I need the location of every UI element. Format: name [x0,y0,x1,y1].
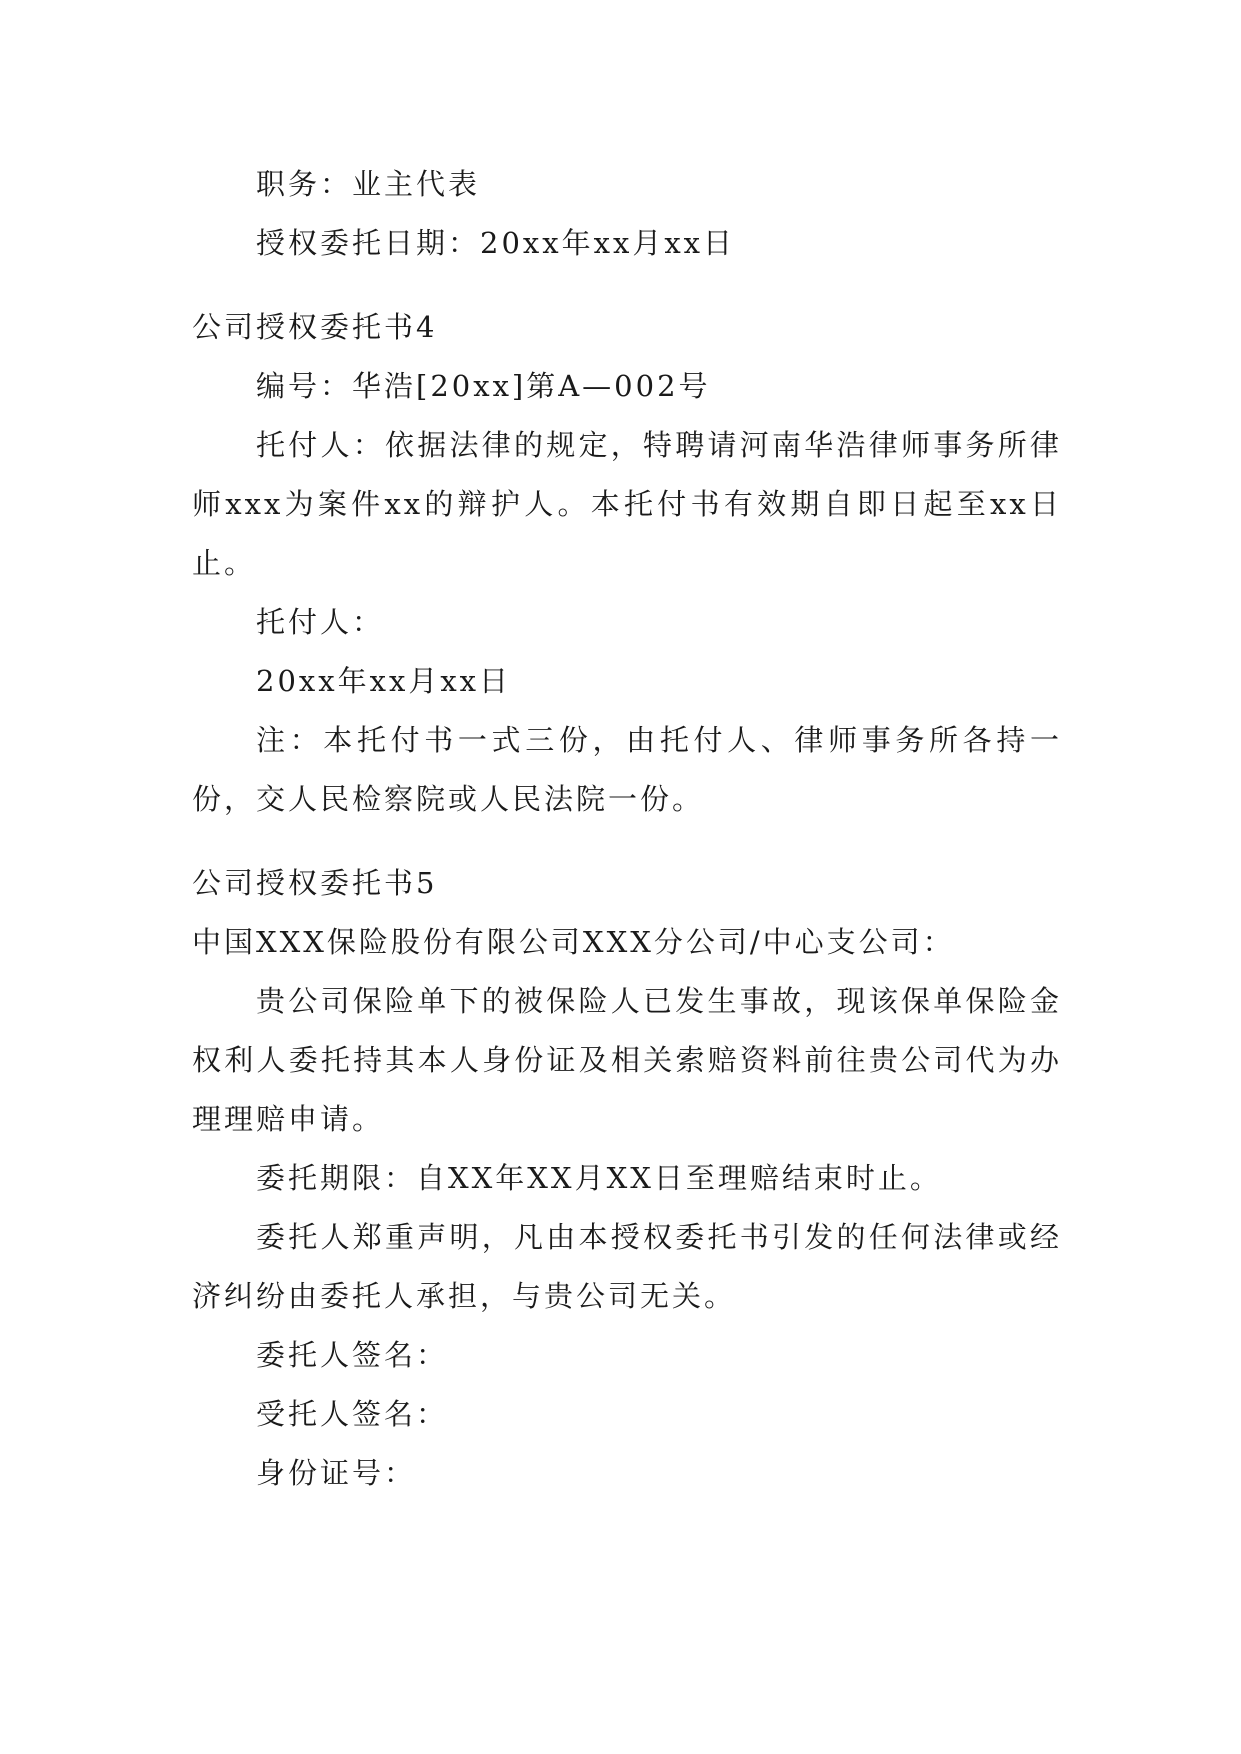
section5-declaration: 委托人郑重声明，凡由本授权委托书引发的任何法律或经济纠纷由委托人承担，与贵公司无关。 [192,1220,1062,1313]
section5-title: 公司授权委托书5 [192,866,438,900]
section-gap [192,829,1062,854]
section5-term: 委托期限：自XX年XX月XX日至理赔结束时止。 [256,1161,942,1195]
section4-signer-label: 托付人： [256,605,385,639]
position-line: 职务：业主代表 [256,167,481,201]
section4-date-line: 20xx年xx月xx日 [256,664,512,698]
document-content [192,155,1062,1503]
section4-note: 注：本托付书一式三份，由托付人、律师事务所各持一份，交人民检察院或人民法院一份。 [192,723,1062,816]
section5-body: 贵公司保险单下的被保险人已发生事故，现该保单保险金权利人委托持其本人身份证及相关索赔资料前往贵公司代为办理理赔申请。 [192,984,1062,1136]
agent-signature-label: 受托人签名： [256,1397,449,1431]
section4-title: 公司授权委托书4 [192,310,438,344]
section4-body: 托付人：依据法律的规定，特聘请河南华浩律师事务所律师xxx为案件xx的辩护人。本托付书有效期自即日起至xx日止。 [192,428,1062,580]
principal-signature-label: 委托人签名： [256,1338,449,1372]
section4-number-line: 编号：华浩[20xx]第A—002号 [256,369,711,403]
authorization-date-line: 授权委托日期：20xx年xx月xx日 [256,226,736,260]
section5-addressee: 中国XXX保险股份有限公司XXX分公司/中心支公司： [192,925,955,959]
section-gap [192,273,1062,298]
id-number-label: 身份证号： [256,1456,417,1490]
